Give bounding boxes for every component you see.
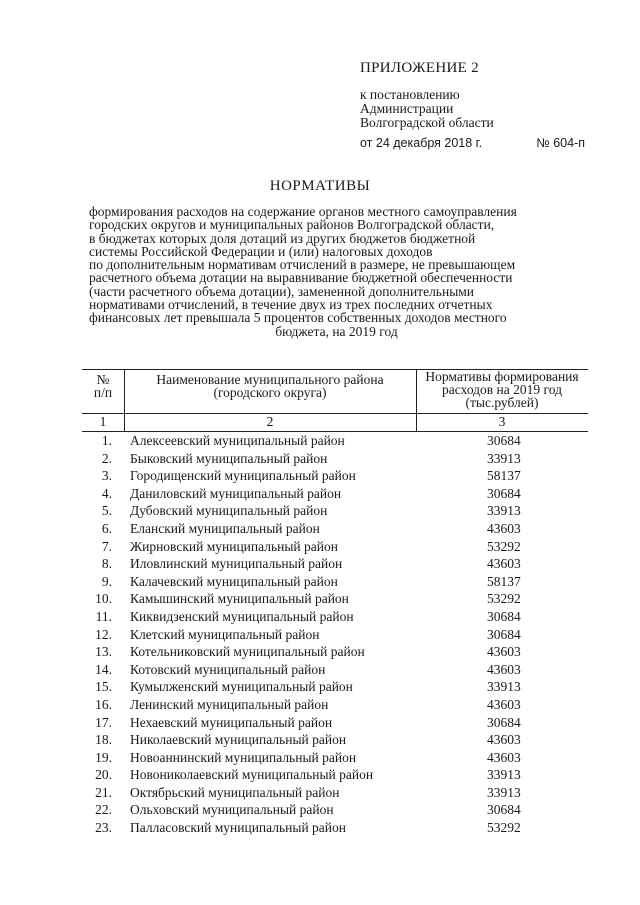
row-number: 8. [101, 556, 112, 572]
table-header-divider [82, 413, 588, 414]
table-row [82, 589, 588, 607]
district-name: Новоаннинский муниципальный район [130, 749, 357, 765]
row-number: 16. [95, 696, 112, 712]
norm-value: 53292 [487, 820, 521, 836]
district-name: Жирновский муниципальный район [130, 538, 338, 554]
district-name: Октябрьский муниципальный район [130, 784, 340, 800]
table-row [82, 783, 588, 801]
norm-value: 30684 [487, 714, 521, 730]
district-name: Камышинский муниципальный район [130, 591, 349, 607]
table-row [82, 554, 588, 572]
district-name: Новониколаевский муниципальный район [130, 767, 374, 783]
header-norm: Нормативы формирования расходов на 2019 год (тыс.рублей) [425, 369, 579, 410]
document-title: НОРМАТИВЫ [269, 178, 371, 194]
reference-line: к постановлению [360, 87, 460, 102]
norm-value: 43603 [487, 644, 521, 660]
table-header [82, 369, 588, 431]
district-name: Николаевский муниципальный район [130, 732, 347, 748]
norm-value: 53292 [487, 591, 521, 607]
column-number-3: 3 [498, 414, 506, 429]
district-name: Алексеевский муниципальный район [130, 433, 345, 448]
row-number: 1. [101, 433, 112, 448]
row-number: 7. [101, 538, 112, 554]
table-row [82, 572, 588, 590]
description-line: нормативами отчислений, в течение двух из трех последних отчетных [89, 297, 493, 313]
district-name: Кумылженский муниципальный район [130, 679, 353, 695]
decree-date: от 24 декабря 2018 г. [360, 136, 483, 150]
row-number: 2. [101, 450, 112, 466]
row-number: 18. [95, 732, 112, 748]
row-number: 9. [101, 573, 112, 589]
norm-value: 43603 [487, 749, 521, 765]
row-number: 20. [95, 767, 112, 783]
header-name: Наименование муниципального района (городского округа) [156, 372, 384, 400]
row-number: 15. [95, 679, 112, 695]
norm-value: 30684 [487, 485, 521, 501]
table-row [82, 519, 588, 537]
norm-value: 43603 [487, 732, 521, 748]
district-name: Ленинский муниципальный район [130, 696, 329, 712]
column-number-2: 2 [266, 414, 274, 429]
table-row [82, 713, 588, 731]
reference-line: Волгоградской области [360, 115, 494, 130]
table-row [82, 800, 588, 818]
table-row [82, 695, 588, 713]
norm-value: 43603 [487, 520, 521, 536]
description-line: по дополнительным нормативам отчислений в размере, не превышающем [89, 257, 516, 273]
description-line: городских округов и муниципальных районов Волгоградской области, [89, 217, 495, 233]
table-row [82, 484, 588, 502]
description-line: формирования расходов на содержание органов местного самоуправления [89, 204, 517, 219]
district-name: Киквидзенский муниципальный район [130, 608, 354, 624]
reference-line: Администрации [360, 101, 454, 116]
row-number: 5. [101, 503, 112, 519]
district-name: Ольховский муниципальный район [130, 802, 334, 818]
norm-value: 58137 [487, 573, 521, 589]
district-name: Нехаевский муниципальный район [130, 714, 333, 730]
norm-value: 33913 [487, 503, 521, 519]
norm-value: 30684 [487, 626, 521, 642]
norm-value: 33913 [487, 767, 521, 783]
table-row [82, 431, 588, 449]
district-name: Калачевский муниципальный район [130, 573, 338, 589]
norm-value: 43603 [487, 696, 521, 712]
appendix-label: ПРИЛОЖЕНИЕ 2 [360, 60, 479, 76]
description-line: финансовых лет превышала 5 процентов собственных доходов местного [89, 310, 507, 326]
norm-value: 33913 [487, 450, 521, 466]
document-description [89, 205, 584, 338]
table-body [82, 431, 588, 836]
table-row [82, 501, 588, 519]
table-row [82, 730, 588, 748]
norm-value: 30684 [487, 608, 521, 624]
table-row [82, 677, 588, 695]
row-number: 6. [101, 520, 112, 536]
header-num: № п/п [93, 372, 113, 400]
table-row [82, 537, 588, 555]
row-number: 10. [95, 591, 112, 607]
table-row [82, 449, 588, 467]
table-row [82, 765, 588, 783]
table-row [82, 660, 588, 678]
description-line: системы Российской Федерации и (или) налоговых доходов [89, 243, 433, 259]
norm-value: 43603 [487, 556, 521, 572]
column-number-1: 1 [99, 414, 107, 429]
norm-value: 53292 [487, 538, 521, 554]
decree-date-number [360, 136, 585, 150]
row-number: 12. [95, 626, 112, 642]
description-line: в бюджетах которых доля дотаций из других бюджетов бюджетной [89, 230, 476, 246]
row-number: 19. [95, 749, 112, 765]
district-name: Котовский муниципальный район [130, 661, 326, 677]
decree-reference [360, 88, 494, 130]
description-line: расчетного объема дотации на выравнивание бюджетной обеспеченности [89, 270, 513, 286]
description-line: бюджета, на 2019 год [275, 323, 398, 339]
row-number: 23. [95, 820, 112, 836]
district-name: Быковский муниципальный район [130, 450, 328, 466]
norm-value: 33913 [487, 679, 521, 695]
row-number: 3. [101, 468, 112, 484]
norm-value: 43603 [487, 661, 521, 677]
row-number: 21. [95, 784, 112, 800]
district-name: Иловлинский муниципальный район [130, 556, 343, 572]
norm-value: 30684 [487, 802, 521, 818]
row-number: 11. [95, 608, 112, 624]
norm-value: 58137 [487, 468, 521, 484]
district-name: Даниловский муниципальный район [130, 485, 342, 501]
district-name: Еланский муниципальный район [130, 520, 320, 536]
district-name: Городищенский муниципальный район [130, 468, 356, 484]
table-row [82, 625, 588, 643]
decree-number: № 604-п [536, 136, 585, 150]
norm-value: 30684 [487, 433, 521, 448]
table-row [82, 748, 588, 766]
district-name: Дубовский муниципальный район [130, 503, 328, 519]
district-name: Клетский муниципальный район [130, 626, 320, 642]
table-row [82, 466, 588, 484]
district-name: Котельниковский муниципальный район [130, 644, 365, 660]
row-number: 17. [95, 714, 112, 730]
table-row [82, 607, 588, 625]
district-name: Палласовский муниципальный район [130, 820, 346, 836]
row-number: 22. [95, 802, 112, 818]
table-row [82, 818, 588, 836]
table-row [82, 642, 588, 660]
row-number: 4. [101, 485, 112, 501]
row-number: 14. [95, 661, 112, 677]
description-line: (части расчетного объема дотации), замененной дополнительными [89, 283, 475, 299]
norm-value: 33913 [487, 784, 521, 800]
row-number: 13. [95, 644, 112, 660]
